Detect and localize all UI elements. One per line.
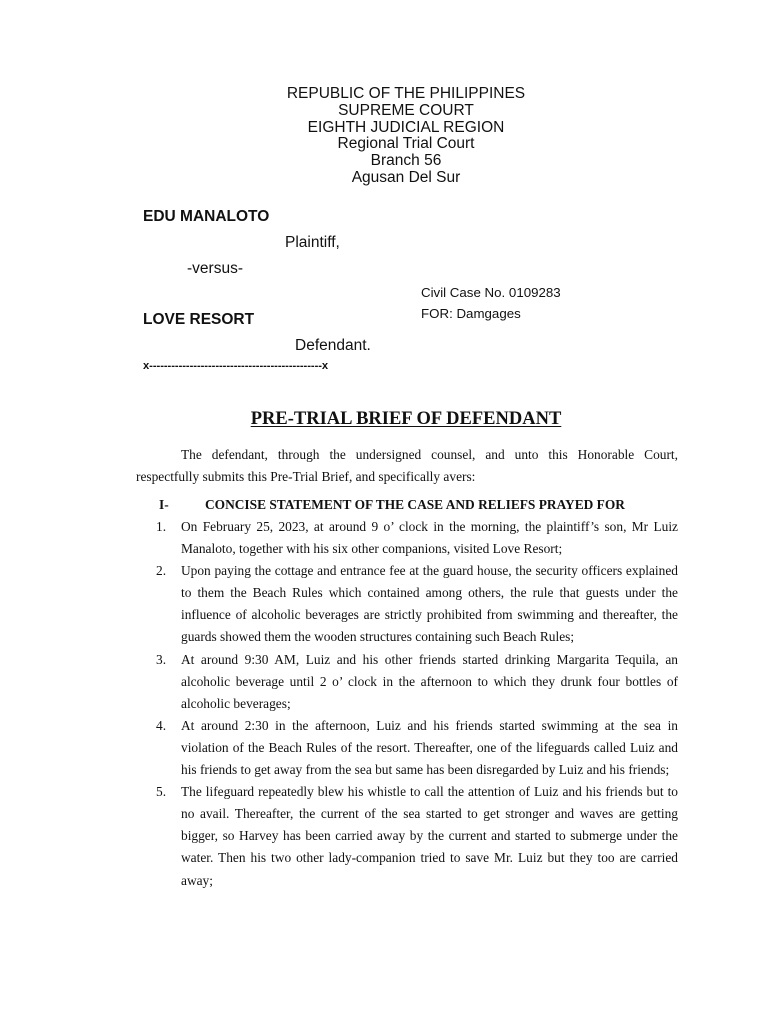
list-item (0, 560, 768, 648)
intro-paragraph: The defendant, through the undersigned counsel, and unto this Honorable Court, respectfully submits this Pre-Trial Brief, and specifically avers: (136, 447, 678, 484)
defendant-name: LOVE RESORT (143, 311, 255, 328)
header-line-branch: Branch 56 (370, 152, 442, 170)
list-item (0, 715, 768, 781)
list-item (0, 781, 768, 891)
header-line-region: EIGHTH JUDICIAL REGION (307, 118, 505, 136)
list-item-number: 5. (156, 784, 167, 800)
list-item-number: 1. (156, 519, 167, 534)
list-item-text: On February 25, 2023, at around 9 o’ clock in the morning, the plaintiff’s son, Mr Luiz Manaloto, together with his six other companions, visited Love Resort; (181, 519, 678, 557)
section-number: I- (159, 497, 169, 512)
section-title: CONCISE STATEMENT OF THE CASE AND RELIEFS PRAYED FOR (205, 497, 625, 512)
court-header (0, 86, 768, 187)
section-heading (159, 494, 679, 516)
list-item-text: The lifeguard repeatedly blew his whistle to call the attention of Luiz and his friends but to no avail. Thereafter, the current of the sea started to get stronger and waves are getting bigger, so Harvey has been carried away by the current and started to submerge under the water. Then his two other lady-companion tried to save Mr. Luiz but they too are carried away; (181, 784, 678, 888)
list-item-number: 3. (156, 651, 167, 667)
list-item-number: 4. (156, 717, 167, 733)
plaintiff-name: EDU MANALOTO (143, 208, 270, 225)
header-line-court: SUPREME COURT (338, 101, 474, 119)
case-nature: FOR: Damgages (421, 306, 521, 321)
caption-separator: x-----------------------------------------------x (143, 360, 329, 372)
civil-case-number: Civil Case No. 0109283 (421, 285, 561, 300)
header-line-trial-court: Regional Trial Court (337, 135, 475, 153)
list-item-number: 2. (156, 563, 167, 579)
list-item (0, 649, 768, 715)
list-item-text: At around 2:30 in the afternoon, Luiz and his friends started swimming at the sea in violation of the Beach Rules of the resort. Thereafter, one of the lifeguards called Luiz and his friends to get away from the sea but same has been disregarded by Luiz and his friends; (181, 717, 678, 778)
document-title: PRE-TRIAL BRIEF OF DEFENDANT (250, 409, 562, 429)
plaintiff-role: Plaintiff, (285, 234, 340, 251)
list-item (0, 516, 768, 560)
defendant-role: Defendant. (295, 337, 371, 354)
versus-label: -versus- (187, 260, 243, 277)
numbered-list (0, 516, 768, 892)
list-item-text: Upon paying the cottage and entrance fee at the guard house, the security officers explained to them the Beach Rules which contained among others, the rule that guests under the influence of alcoholic beverages are strictly prohibited from swimming and thereafter, the guards showed them the wooden structures containing such Beach Rules; (181, 563, 678, 645)
header-line-province: Agusan Del Sur (351, 168, 461, 186)
header-line-republic: REPUBLIC OF THE PHILIPPINES (286, 85, 526, 102)
list-item-text: At around 9:30 AM, Luiz and his other friends started drinking Margarita Tequila, an alcoholic beverage until 2 o’ clock in the afternoon to which they drunk four bottles of alcoholic beverages; (181, 651, 678, 711)
